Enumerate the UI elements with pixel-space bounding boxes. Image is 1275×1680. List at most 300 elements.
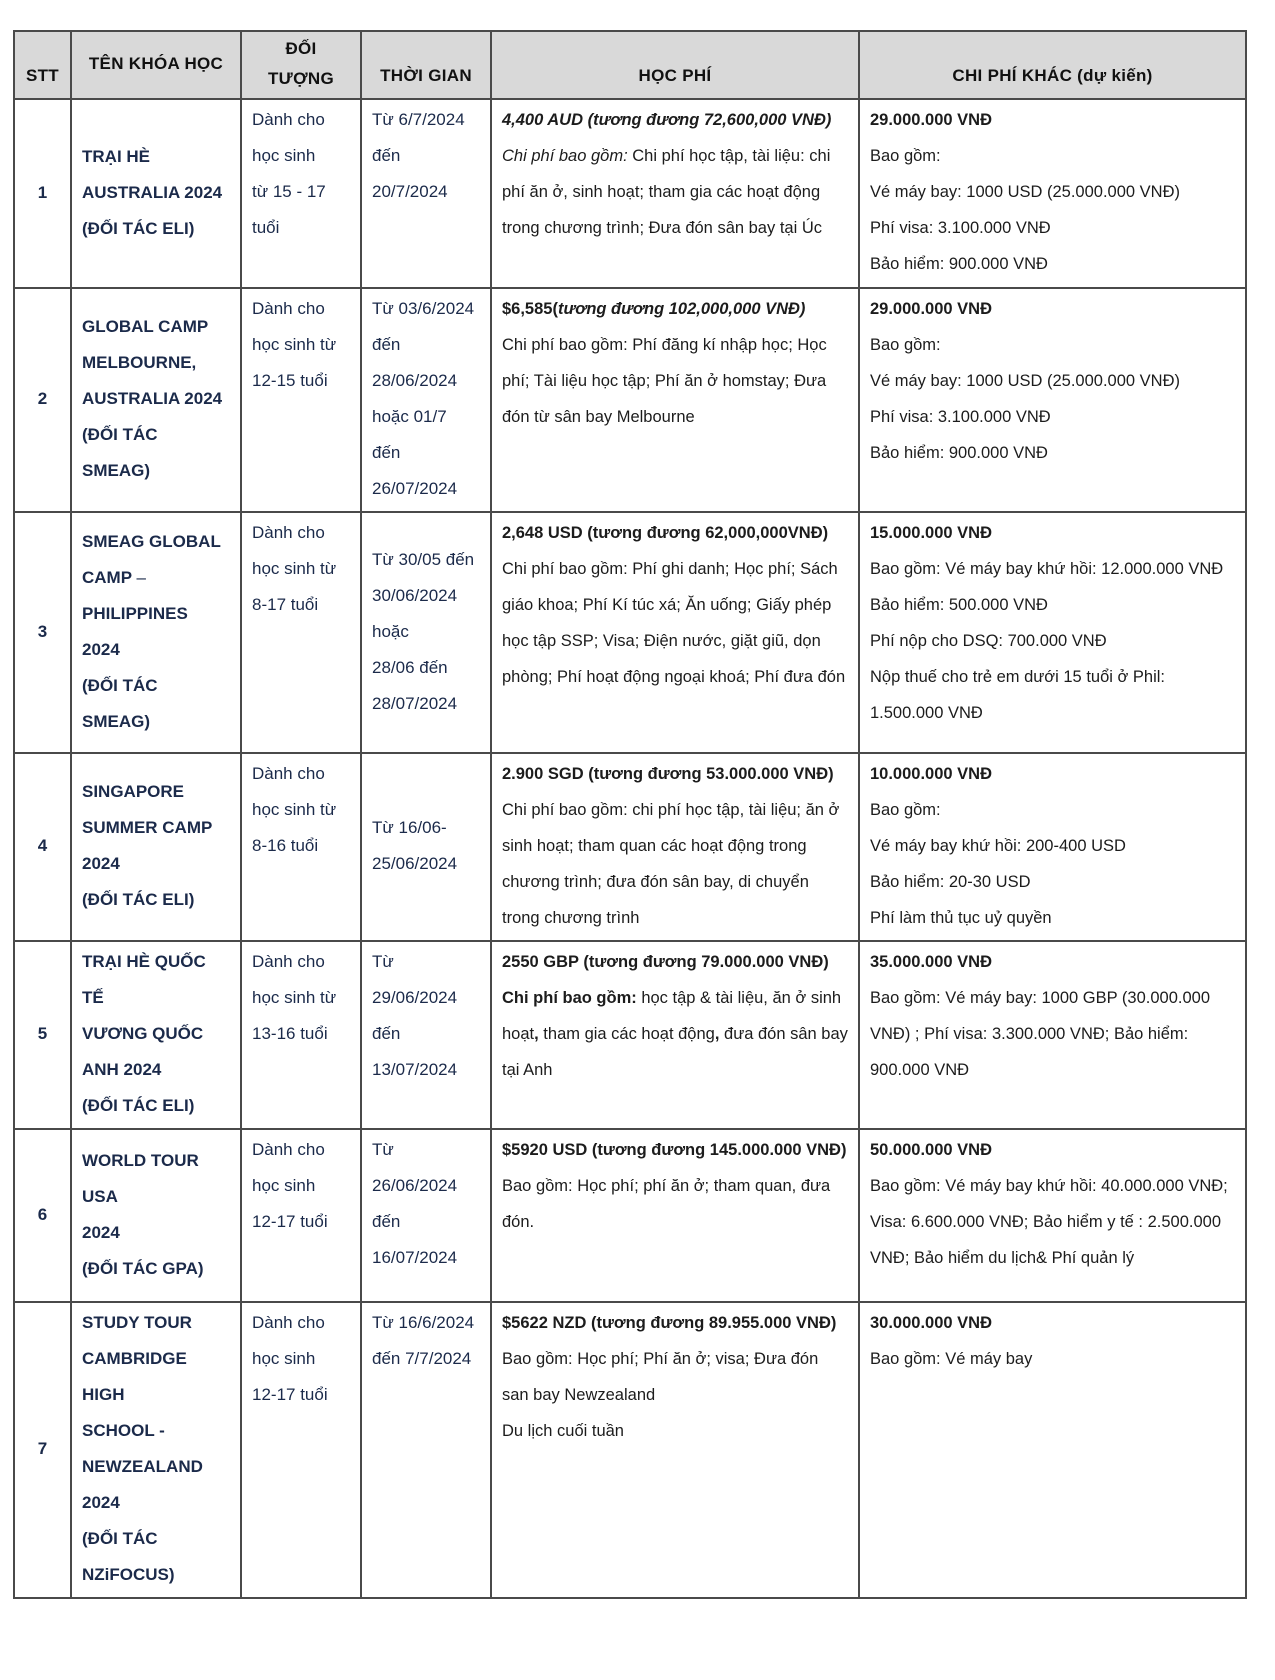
text-segment: 1: [37, 182, 48, 202]
text-line: [372, 944, 480, 1016]
text-segment: 30.000.000 VNĐ: [870, 1314, 993, 1332]
text-segment: CAMP: [82, 567, 137, 587]
text-line: [372, 650, 480, 686]
text-line: [252, 1377, 350, 1413]
text-segment: 6: [37, 1204, 48, 1224]
text-line: [372, 363, 480, 399]
text-line: [870, 551, 1235, 587]
text-line: [502, 1168, 848, 1240]
col-header-other-costs: CHI PHÍ KHÁC (dự kiến): [859, 31, 1246, 99]
text-line: [82, 345, 230, 381]
document-page: [0, 30, 1275, 1680]
text-segment: 5: [37, 1024, 48, 1043]
text-segment: ,: [534, 1025, 539, 1043]
text-line: [502, 138, 848, 246]
text-line: [372, 686, 480, 722]
tuition-cell: [491, 753, 859, 941]
table-row: [14, 1129, 1246, 1302]
text-line: [870, 623, 1235, 659]
text-segment: học sinh: [252, 1349, 316, 1368]
text-line: [372, 1016, 480, 1052]
table-row: [14, 288, 1246, 512]
text-segment: MELBOURNE,: [82, 353, 197, 372]
text-segment: 4: [37, 836, 48, 855]
text-segment: Chi phí bao gồm:: [502, 147, 628, 165]
text-line: [252, 756, 350, 792]
text-line: [25, 828, 60, 864]
other-costs-cell: [859, 753, 1246, 941]
text-segment: NEWZEALAND: [82, 1457, 203, 1476]
text-line: [252, 174, 350, 210]
text-segment: tham gia các hoạt động: [538, 1025, 715, 1043]
table-row: [14, 512, 1246, 753]
text-line: [252, 792, 350, 828]
text-line: [870, 138, 1235, 174]
text-line: [252, 138, 350, 174]
text-segment: Bao gồm: Vé máy bay khứ hồi: 12.000.000 VNĐ: [870, 560, 1224, 578]
col-header-tuition: HỌC PHÍ: [491, 31, 859, 99]
text-line: [252, 980, 350, 1016]
text-line: [870, 102, 1235, 138]
text-line: [372, 1240, 480, 1276]
text-line: [252, 1168, 350, 1204]
text-line: [870, 587, 1235, 623]
text-segment: Du lịch cuối tuần: [502, 1422, 624, 1440]
text-line: [82, 211, 230, 247]
text-segment: Dành cho: [252, 1140, 325, 1159]
text-segment: từ 15 - 17: [252, 182, 326, 201]
text-segment: $6,585(: [502, 300, 558, 318]
text-segment: 28/06 đến: [372, 657, 448, 677]
text-line: [25, 1431, 60, 1467]
text-segment: 2.900 SGD (tương đương 53.000.000 VNĐ): [502, 765, 834, 783]
text-segment: Bao gồm:: [870, 147, 941, 165]
text-line: [870, 210, 1235, 246]
text-segment: Từ 6/7/2024: [372, 110, 465, 129]
text-segment: ANH 2024: [82, 1060, 162, 1079]
text-line: [82, 1341, 230, 1413]
stt-cell: [14, 512, 71, 753]
other-costs-cell: [859, 99, 1246, 288]
course-name-cell: [71, 512, 241, 753]
text-segment: Bảo hiểm: 20-30 USD: [870, 873, 1031, 891]
text-segment: TRẠI HÈ QUỐC TẾ: [82, 952, 206, 1007]
text-line: [870, 515, 1235, 551]
course-name-cell: [71, 941, 241, 1129]
text-segment: học sinh: [252, 146, 316, 165]
text-line: [502, 1341, 848, 1413]
text-line: [252, 828, 350, 864]
text-segment: Dành cho: [252, 110, 325, 129]
text-segment: 12-15 tuổi: [252, 371, 328, 390]
text-line: [252, 1016, 350, 1052]
other-costs-cell: [859, 512, 1246, 753]
stt-cell: [14, 99, 71, 288]
text-line: [870, 291, 1235, 327]
text-line: [82, 1251, 230, 1287]
text-line: [82, 309, 230, 345]
text-line: [82, 1521, 230, 1557]
text-segment: 13-16 tuổi: [252, 1024, 328, 1043]
audience-cell: [241, 1302, 361, 1598]
text-segment: (ĐỐI TÁC: [82, 1529, 158, 1548]
text-segment: SUMMER CAMP: [82, 818, 213, 837]
text-segment: 2024: [82, 1222, 120, 1242]
text-line: [372, 1341, 480, 1377]
text-segment: 8-16 tuổi: [252, 836, 319, 855]
text-segment: AUSTRALIA 2024: [82, 182, 223, 202]
text-segment: Bao gồm: Học phí; phí ăn ở; tham quan, đưa đón.: [502, 1177, 831, 1231]
col-header-audience: ĐỐI TƯỢNG: [241, 31, 361, 99]
text-line: [82, 381, 230, 417]
text-segment: AUSTRALIA 2024: [82, 389, 223, 408]
text-segment: Bao gồm: Học phí; Phí ăn ở; visa; Đưa đón san bay Newzealand: [502, 1350, 819, 1404]
text-segment: đến: [372, 335, 401, 354]
text-line: [870, 864, 1235, 900]
duration-cell: [361, 1129, 491, 1302]
text-segment: Dành cho: [252, 1313, 325, 1332]
text-segment: học sinh từ: [252, 800, 337, 819]
text-segment: học tập & tài liệu, ăn ở sinh hoạt: [502, 989, 842, 1043]
text-line: [502, 327, 848, 435]
text-segment: hoặc 01/7: [372, 407, 447, 426]
text-segment: (ĐỐI TÁC ELI): [82, 218, 195, 238]
text-segment: (ĐỐI TÁC SMEAG): [82, 675, 158, 731]
text-segment: 30/06/2024: [372, 585, 458, 605]
text-segment: đến: [372, 443, 401, 462]
text-segment: $5920 USD (tương đương 145.000.000 VNĐ): [502, 1141, 847, 1159]
text-line: [82, 1449, 230, 1485]
text-line: [82, 524, 230, 560]
text-segment: Nộp thuế cho trẻ em dưới 15 tuổi ở Phil: 1.500.000 VNĐ: [870, 668, 1166, 722]
text-segment: SCHOOL -: [82, 1421, 165, 1440]
duration-cell: [361, 288, 491, 512]
text-segment: SINGAPORE: [82, 782, 185, 801]
text-line: [252, 515, 350, 551]
text-line: [870, 792, 1235, 828]
text-line: [870, 1168, 1235, 1276]
header-row: [14, 31, 1246, 99]
text-line: [25, 1016, 60, 1052]
text-line: [870, 1132, 1235, 1168]
audience-cell: [241, 1129, 361, 1302]
text-segment: Phí làm thủ tục uỷ quyền: [870, 909, 1052, 927]
other-costs-cell: [859, 941, 1246, 1129]
text-line: [82, 1305, 230, 1341]
text-segment: Bao gồm:: [870, 801, 941, 819]
text-line: [82, 417, 230, 489]
text-line: [870, 1305, 1235, 1341]
other-costs-cell: [859, 1129, 1246, 1302]
text-segment: 2,648 USD (tương đương 62,000,000VNĐ): [502, 524, 829, 542]
text-line: [82, 944, 230, 1016]
text-segment: Dành cho: [252, 299, 325, 318]
text-segment: Bao gồm: Vé máy bay khứ hồi: 40.000.000 VNĐ; Visa: 6.600.000 VNĐ; Bảo hiểm y tế : 2.500.000 VNĐ; Bảo hiểm du lịch& Phí quản lý: [870, 1177, 1228, 1267]
text-line: [870, 399, 1235, 435]
text-segment: 2024: [82, 1493, 120, 1512]
text-segment: Bao gồm:: [870, 336, 941, 354]
audience-cell: [241, 99, 361, 288]
text-line: [82, 1413, 230, 1449]
course-name-cell: [71, 1129, 241, 1302]
text-line: [870, 327, 1235, 363]
text-line: [372, 542, 480, 578]
text-line: [82, 810, 230, 846]
text-segment: 29.000.000 VNĐ: [870, 300, 993, 318]
audience-cell: [241, 512, 361, 753]
text-line: [372, 138, 480, 174]
text-line: [870, 174, 1235, 210]
text-segment: Bao gồm: Vé máy bay: 1000 GBP (30.000.000 VNĐ) ; Phí visa: 3.300.000 VNĐ; Bảo hiểm: 900.000 VNĐ: [870, 989, 1210, 1079]
text-line: [252, 1204, 350, 1240]
text-line: [372, 471, 480, 507]
text-line: [372, 102, 480, 138]
text-segment: 12-17 tuổi: [252, 1212, 328, 1231]
text-line: [252, 210, 350, 246]
text-line: [502, 756, 848, 792]
course-name-cell: [71, 753, 241, 941]
text-line: [252, 944, 350, 980]
text-segment: $5622 NZD (tương đương 89.955.000 VNĐ): [502, 1314, 837, 1332]
text-segment: 8-17 tuổi: [252, 595, 319, 614]
col-header-duration: THỜI GIAN: [361, 31, 491, 99]
text-segment: học sinh từ: [252, 335, 337, 354]
text-segment: học sinh từ: [252, 559, 337, 578]
text-segment: học sinh: [252, 1176, 316, 1195]
text-segment: 3: [37, 621, 48, 641]
text-segment: Dành cho: [252, 523, 325, 542]
table-row: [14, 1302, 1246, 1598]
text-segment: Từ 26/06/2024: [372, 1140, 458, 1195]
course-name-cell: [71, 288, 241, 512]
text-line: [82, 1143, 230, 1215]
duration-cell: [361, 99, 491, 288]
table-row: [14, 941, 1246, 1129]
text-segment: 13/07/2024: [372, 1060, 458, 1079]
text-line: [870, 659, 1235, 731]
text-segment: 4,400 AUD (tương đương 72,600,000 VNĐ): [502, 111, 832, 129]
text-line: [82, 596, 230, 668]
text-line: [502, 102, 848, 138]
text-segment: Từ 16/6/2024: [372, 1313, 475, 1332]
text-line: [870, 756, 1235, 792]
text-line: [372, 578, 480, 614]
text-segment: (ĐỐI TÁC ELI): [82, 1096, 195, 1115]
text-line: [252, 291, 350, 327]
text-segment: Từ 03/6/2024: [372, 299, 475, 318]
stt-cell: [14, 288, 71, 512]
other-costs-cell: [859, 288, 1246, 512]
text-segment: đến: [372, 146, 401, 165]
courses-table: [13, 30, 1247, 1599]
text-segment: Vé máy bay khứ hồi: 200-400 USD: [870, 837, 1126, 855]
text-line: [372, 614, 480, 650]
text-segment: Từ 29/06/2024: [372, 952, 458, 1007]
tuition-cell: [491, 1302, 859, 1598]
text-segment: Chi phí học tập, tài liệu: chi phí ăn ở, sinh hoạt; tham gia các hoạt động trong chương trình; Đưa đón sân bay tại Úc: [502, 147, 831, 237]
text-segment: đến 7/7/2024: [372, 1349, 472, 1368]
text-segment: Chi phí bao gồm: Phí đăng kí nhập học; Học phí; Tài liệu học tập; Phí ăn ở homstay; Đưa đón từ sân bay Melbourne: [502, 336, 827, 426]
text-segment: NZiFOCUS): [82, 1565, 175, 1584]
text-line: [82, 1557, 230, 1593]
text-line: [372, 435, 480, 471]
text-line: [502, 980, 848, 1088]
text-line: [372, 174, 480, 210]
text-line: [502, 1305, 848, 1341]
audience-cell: [241, 288, 361, 512]
text-line: [502, 1132, 848, 1168]
duration-cell: [361, 941, 491, 1129]
text-line: [870, 900, 1235, 936]
text-line: [870, 828, 1235, 864]
text-line: [82, 139, 230, 175]
text-segment: học sinh từ: [252, 988, 337, 1007]
text-segment: 29.000.000 VNĐ: [870, 111, 993, 129]
text-line: [82, 175, 230, 211]
text-line: [252, 102, 350, 138]
text-segment: 50.000.000 VNĐ: [870, 1141, 993, 1159]
text-segment: ,: [714, 1025, 720, 1043]
tuition-cell: [491, 941, 859, 1129]
text-segment: Chi phí bao gồm: chi phí học tập, tài liệu; ăn ở sinh hoạt; tham quan các hoạt động trong chương trình; đưa đón sân bay, di chuyển trong chương trình: [502, 801, 840, 927]
text-segment: tương đương: [557, 300, 669, 318]
text-line: [870, 1341, 1235, 1377]
text-line: [252, 327, 350, 363]
text-line: [252, 551, 350, 587]
text-segment: 16/07/2024: [372, 1248, 458, 1267]
tuition-cell: [491, 288, 859, 512]
tuition-cell: [491, 1129, 859, 1302]
text-line: [82, 774, 230, 810]
text-segment: (ĐỐI TÁC GPA): [82, 1258, 204, 1278]
text-segment: 2550 GBP (tương đương 79.000.000 VNĐ): [502, 953, 829, 971]
text-segment: 102,000,000 VNĐ): [668, 300, 806, 318]
tuition-cell: [491, 99, 859, 288]
text-line: [82, 1485, 230, 1521]
text-line: [502, 1413, 848, 1449]
text-line: [82, 668, 230, 740]
text-line: [372, 1052, 480, 1088]
text-line: [372, 291, 480, 327]
text-segment: Phí nộp cho DSQ: 700.000 VNĐ: [870, 632, 1107, 650]
text-line: [502, 291, 848, 327]
text-line: [25, 1197, 60, 1233]
text-segment: đến: [372, 1024, 401, 1043]
text-segment: 7: [37, 1439, 48, 1458]
audience-cell: [241, 941, 361, 1129]
text-segment: STUDY TOUR: [82, 1313, 192, 1332]
col-header-stt: STT: [14, 31, 71, 99]
text-segment: Từ 16/06-: [372, 818, 447, 837]
text-segment: hoặc: [372, 621, 409, 641]
text-line: [252, 587, 350, 623]
text-segment: 12-17 tuổi: [252, 1385, 328, 1404]
text-segment: 20/7/2024: [372, 182, 448, 201]
text-segment: –: [136, 567, 146, 587]
course-name-cell: [71, 1302, 241, 1598]
text-line: [82, 846, 230, 882]
text-line: [372, 1305, 480, 1341]
duration-cell: [361, 753, 491, 941]
text-line: [372, 810, 480, 846]
text-segment: đến: [372, 1212, 401, 1231]
text-line: [870, 246, 1235, 282]
text-line: [25, 614, 60, 650]
text-segment: WORLD TOUR USA: [82, 1150, 199, 1206]
text-segment: Từ 30/05 đến: [372, 549, 475, 569]
text-segment: (ĐỐI TÁC ELI): [82, 890, 195, 909]
text-line: [252, 1305, 350, 1341]
text-line: [502, 515, 848, 551]
text-line: [25, 381, 60, 417]
text-line: [502, 551, 848, 695]
text-line: [502, 944, 848, 980]
text-line: [870, 980, 1235, 1088]
text-line: [82, 1215, 230, 1251]
text-line: [252, 1132, 350, 1168]
text-segment: Vé máy bay: 1000 USD (25.000.000 VNĐ): [870, 372, 1180, 390]
stt-cell: [14, 1129, 71, 1302]
text-segment: Phí visa: 3.100.000 VNĐ: [870, 219, 1051, 237]
text-segment: 35.000.000 VNĐ: [870, 953, 993, 971]
audience-cell: [241, 753, 361, 941]
text-segment: 25/06/2024: [372, 854, 458, 873]
text-line: [372, 327, 480, 363]
text-line: [82, 1016, 230, 1052]
text-line: [372, 1132, 480, 1204]
text-line: [82, 560, 230, 596]
text-line: [25, 175, 60, 211]
duration-cell: [361, 1302, 491, 1598]
tuition-cell: [491, 512, 859, 753]
table-header: [14, 31, 1246, 99]
text-line: [870, 363, 1235, 399]
text-segment: SMEAG GLOBAL: [82, 531, 221, 551]
text-segment: Bảo hiểm: 900.000 VNĐ: [870, 255, 1048, 273]
col-header-course-name: TÊN KHÓA HỌC: [71, 31, 241, 99]
text-line: [252, 363, 350, 399]
other-costs-cell: [859, 1302, 1246, 1598]
text-segment: PHILIPPINES 2024: [82, 603, 188, 659]
duration-cell: [361, 512, 491, 753]
text-segment: Bao gồm: Vé máy bay: [870, 1350, 1033, 1368]
text-segment: 2024: [82, 854, 120, 873]
text-segment: Chi phí bao gồm: Phí ghi danh; Học phí; Sách giáo khoa; Phí Kí túc xá; Ăn uống; Giấy phép học tập SSP; Visa; Điện nước, giặt giũ, dọn phòng; Phí hoạt động ngoại khoá; Phí đưa đón: [502, 560, 846, 686]
text-segment: VƯƠNG QUỐC: [82, 1024, 204, 1043]
text-segment: 26/07/2024: [372, 479, 458, 498]
text-segment: tuổi: [252, 218, 280, 237]
text-segment: đưa đón sân bay tại Anh: [502, 1025, 848, 1079]
text-line: [82, 882, 230, 918]
table-row: [14, 99, 1246, 288]
text-segment: 28/07/2024: [372, 693, 458, 713]
text-segment: 15.000.000 VNĐ: [870, 524, 993, 542]
text-line: [252, 1341, 350, 1377]
text-line: [502, 792, 848, 936]
text-segment: TRẠI HÈ: [82, 146, 150, 166]
text-segment: Dành cho: [252, 764, 325, 783]
text-segment: CAMBRIDGE HIGH: [82, 1349, 187, 1404]
text-line: [82, 1052, 230, 1088]
text-line: [870, 435, 1235, 471]
text-segment: (ĐỐI TÁC SMEAG): [82, 425, 158, 480]
text-line: [372, 846, 480, 882]
text-line: [372, 1204, 480, 1240]
text-segment: 10.000.000 VNĐ: [870, 765, 993, 783]
course-name-cell: [71, 99, 241, 288]
table-row: [14, 753, 1246, 941]
text-line: [372, 399, 480, 435]
